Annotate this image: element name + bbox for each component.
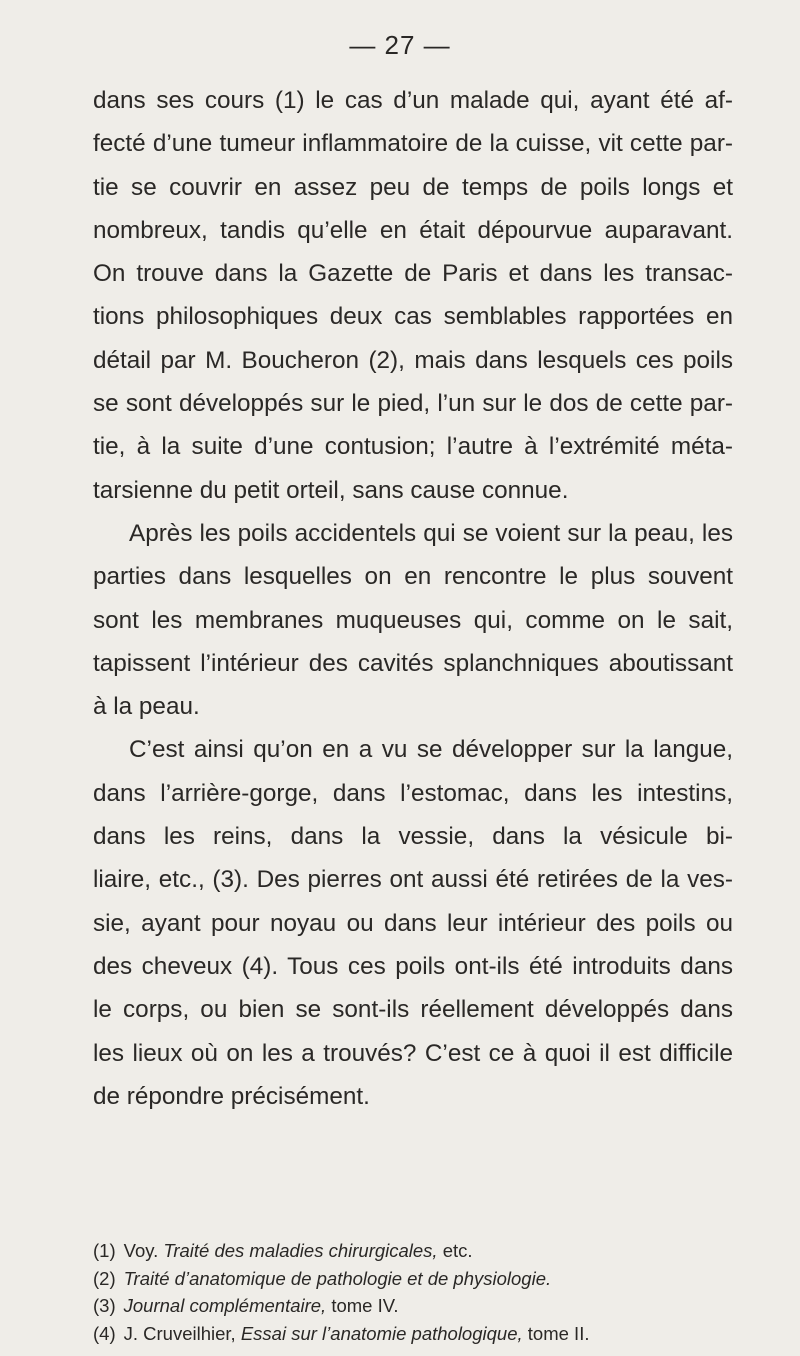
text-line: tarsienne du petit orteil, sans cause connue. [93, 476, 569, 504]
text-line: tie se couvrir en assez peu de temps de poils longs et [93, 173, 733, 201]
text-line: des cheveux (4). Tous ces poils ont-ils été introduits dans [93, 952, 733, 980]
text-line: sie, ayant pour noyau ou dans leur intérieur des poils ou [93, 909, 733, 937]
text-line: sont les membranes muqueuses qui, comme on le sait, [93, 606, 733, 634]
text-line: parties dans lesquelles on en rencontre le plus souvent [93, 563, 733, 591]
text-line: à la peau. [93, 693, 200, 721]
footnote-text: J. Cruveilhier, [123, 1322, 241, 1344]
text-line: liaire, etc., (3). Des pierres ont aussi été retirées de la ves- [93, 866, 733, 894]
footnote [93, 1320, 733, 1348]
footnote [93, 1265, 733, 1293]
footnote-title: Traité d’anatomique de pathologie et de physiologie. [123, 1267, 552, 1289]
text-line: tie, à la suite d’une contusion; l’autre à l’extrémité méta- [93, 433, 733, 461]
text-line: de répondre précisément. [93, 1082, 370, 1110]
page-number: — 27 — [349, 30, 451, 60]
text-line: le corps, ou bien se sont-ils réellement développés dans [93, 996, 733, 1024]
text-line: nombreux, tandis qu’elle en était dépourvue auparavant. [93, 216, 733, 244]
text-line: C’est ainsi qu’on en a vu se développer sur la langue, [129, 736, 733, 764]
footnote-text: tome IV. [326, 1295, 399, 1317]
body-text [93, 79, 733, 1118]
footnote-title: Essai sur l’anatomie pathologique, [240, 1322, 523, 1344]
text-line: On trouve dans la Gazette de Paris et dans les transac- [93, 260, 733, 288]
text-line: tapissent l’intérieur des cavités splanchniques aboutissant [93, 649, 733, 677]
footnote-text: Voy. [123, 1240, 164, 1261]
text-line: se sont développés sur le pied, l’un sur le dos de cette par- [93, 390, 733, 418]
footnote-number: (4) [93, 1322, 116, 1344]
text-line: tions philosophiques deux cas semblables rapportées en [93, 303, 733, 331]
footnote-title: Journal complémentaire, [123, 1295, 327, 1317]
text-line: dans les reins, dans la vessie, dans la vésicule bi- [93, 823, 733, 851]
text-line: fecté d’une tumeur inflammatoire de la cuisse, vit cette par- [93, 130, 733, 158]
footnote-text: tome II. [522, 1322, 590, 1344]
text-line: dans ses cours (1) le cas d’un malade qui, ayant été af- [93, 87, 733, 114]
text-line: dans l’arrière-gorge, dans l’estomac, dans les intestins, [93, 779, 733, 807]
footnote-number: (1) [93, 1240, 116, 1261]
footnote [93, 1292, 733, 1320]
footnote-number: (2) [93, 1267, 116, 1289]
footnote-number: (3) [93, 1295, 116, 1317]
text-line: Après les poils accidentels qui se voient sur la peau, les [129, 519, 733, 547]
footnotes [93, 1237, 733, 1347]
footnote [93, 1237, 733, 1265]
footnote-title: Traité des maladies chirurgicales, [163, 1240, 438, 1261]
text-line: les lieux où on les a trouvés? C’est ce à quoi il est difficile [93, 1039, 733, 1067]
footnote-text: etc. [437, 1240, 473, 1261]
text-line: détail par M. Boucheron (2), mais dans lesquels ces poils [93, 346, 733, 374]
